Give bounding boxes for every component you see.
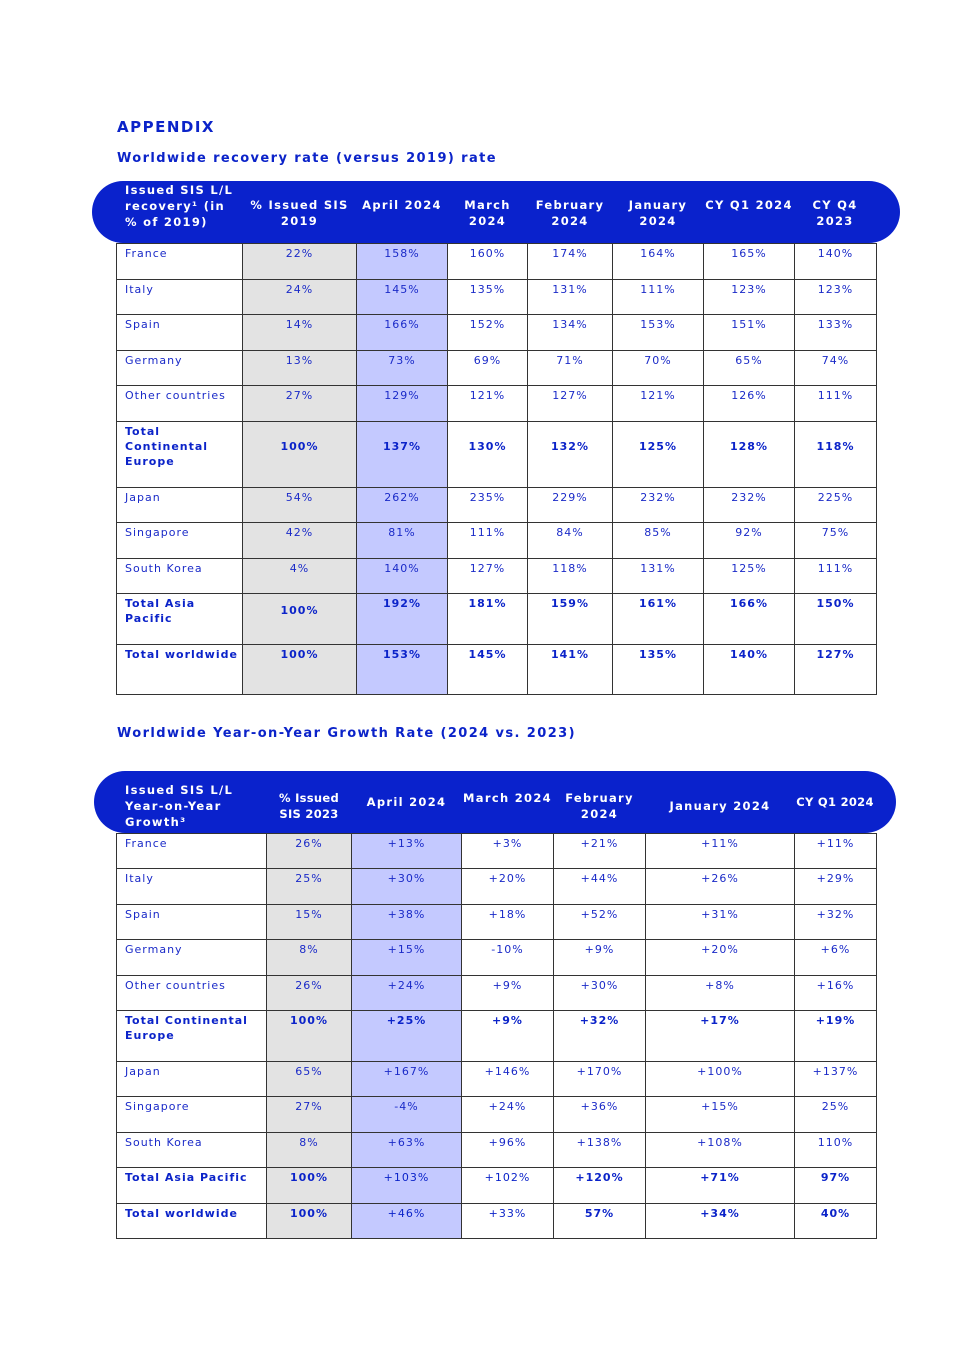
table-cell: +33% (462, 1204, 554, 1239)
table-row (117, 351, 877, 386)
table-row (117, 1062, 877, 1097)
recovery-table (116, 243, 877, 695)
table-cell: +29% (795, 869, 877, 905)
table-cell: 111% (795, 386, 877, 422)
table-cell: 27% (243, 386, 357, 422)
table-cell: 125% (704, 559, 795, 594)
table-cell: 141% (528, 645, 613, 695)
table-cell: 22% (243, 244, 357, 280)
table-cell: +13% (352, 834, 462, 869)
table-cell: +36% (554, 1097, 646, 1133)
table-cell: +120% (554, 1168, 646, 1204)
table-cell: 71% (528, 351, 613, 386)
row-label: France (117, 834, 267, 869)
table-cell: 92% (704, 523, 795, 559)
table-cell: 100% (243, 422, 357, 488)
row-label: Italy (117, 280, 243, 315)
table-row (117, 869, 877, 905)
table-cell: 25% (267, 869, 352, 905)
table-cell: 153% (613, 315, 704, 351)
table-cell: 100% (267, 1168, 352, 1204)
table-cell: +20% (462, 869, 554, 905)
table-cell: 15% (267, 905, 352, 940)
table-cell: +25% (352, 1011, 462, 1062)
table-cell: 165% (704, 244, 795, 280)
table-cell: 118% (795, 422, 877, 488)
table-cell: 125% (613, 422, 704, 488)
table-row (117, 386, 877, 422)
table-cell: +44% (554, 869, 646, 905)
table-cell: 153% (357, 645, 448, 695)
table-cell: +103% (352, 1168, 462, 1204)
recovery-header-share: % Issued SIS 2019 (250, 198, 349, 228)
table-cell: +38% (352, 905, 462, 940)
table-cell: 26% (267, 976, 352, 1011)
row-label: Total Asia Pacific (117, 594, 243, 645)
table-cell: 24% (243, 280, 357, 315)
table-row (117, 1204, 877, 1239)
table-cell: 13% (243, 351, 357, 386)
table-cell: 137% (357, 422, 448, 488)
table-cell: 130% (448, 422, 528, 488)
growth-header-april: April 2024 (366, 795, 447, 809)
table-cell: 26% (267, 834, 352, 869)
table-row (117, 315, 877, 351)
table-cell: +34% (646, 1204, 795, 1239)
row-label: Italy (117, 869, 267, 905)
table-cell: 152% (448, 315, 528, 351)
row-label: Spain (117, 905, 267, 940)
row-label: Germany (117, 351, 243, 386)
table-cell: +24% (462, 1097, 554, 1133)
table-cell: 100% (267, 1011, 352, 1062)
table-cell: +100% (646, 1062, 795, 1097)
table-cell: 161% (613, 594, 704, 645)
table-cell: +9% (462, 1011, 554, 1062)
row-label: Total Continental Europe (117, 422, 243, 488)
table-cell: 192% (357, 594, 448, 645)
table-cell: 25% (795, 1097, 877, 1133)
table-cell: 134% (528, 315, 613, 351)
table-cell: 127% (528, 386, 613, 422)
table-cell: 84% (528, 523, 613, 559)
table-cell: 164% (613, 244, 704, 280)
table-cell: 181% (448, 594, 528, 645)
table-cell: +137% (795, 1062, 877, 1097)
table-cell: 123% (795, 280, 877, 315)
table-cell: -4% (352, 1097, 462, 1133)
table-cell: +21% (554, 834, 646, 869)
table-cell: 150% (795, 594, 877, 645)
table-row (117, 905, 877, 940)
table-cell: -10% (462, 940, 554, 976)
table-cell: 232% (613, 488, 704, 523)
row-label: Total Continental Europe (117, 1011, 267, 1062)
growth-table (116, 833, 877, 1239)
table-cell: 166% (704, 594, 795, 645)
table-cell: 27% (267, 1097, 352, 1133)
table-cell: 121% (613, 386, 704, 422)
table-cell: 262% (357, 488, 448, 523)
table-cell: +9% (554, 940, 646, 976)
table-cell: 75% (795, 523, 877, 559)
table-cell: +138% (554, 1133, 646, 1168)
row-label: Japan (117, 488, 243, 523)
table-cell: +146% (462, 1062, 554, 1097)
table-row (117, 280, 877, 315)
table-cell: +15% (352, 940, 462, 976)
table-cell: +32% (554, 1011, 646, 1062)
row-label: Other countries (117, 386, 243, 422)
table-cell: +31% (646, 905, 795, 940)
table-cell: 158% (357, 244, 448, 280)
growth-header-march: March 2024 (463, 791, 552, 805)
table-cell: 225% (795, 488, 877, 523)
table-cell: +102% (462, 1168, 554, 1204)
table-cell: 140% (357, 559, 448, 594)
table-cell: 85% (613, 523, 704, 559)
table-cell: 111% (613, 280, 704, 315)
table-cell: 100% (267, 1204, 352, 1239)
table-cell: +16% (795, 976, 877, 1011)
table-cell: 145% (357, 280, 448, 315)
row-label: Total worldwide (117, 1204, 267, 1239)
table-cell: +8% (646, 976, 795, 1011)
table-cell: 65% (267, 1062, 352, 1097)
table-cell: 126% (704, 386, 795, 422)
row-label: Singapore (117, 1097, 267, 1133)
row-label: Spain (117, 315, 243, 351)
recovery-header-april: April 2024 (362, 198, 442, 212)
table-cell: 133% (795, 315, 877, 351)
table-cell: 127% (795, 645, 877, 695)
growth-header-label: Issued SIS L/L Year-on-Year Growth³ (125, 783, 234, 829)
table-cell: 131% (613, 559, 704, 594)
table-row (117, 422, 877, 488)
table-cell: 74% (795, 351, 877, 386)
table-cell: 4% (243, 559, 357, 594)
recovery-header-q1: CY Q1 2024 (705, 198, 793, 212)
table-cell: 8% (267, 940, 352, 976)
recovery-header-q4: CY Q4 2023 (812, 198, 858, 228)
table-cell: 69% (448, 351, 528, 386)
row-label: Germany (117, 940, 267, 976)
growth-header-share: % Issued SIS 2023 (278, 791, 340, 821)
recovery-header-label: Issued SIS L/L recovery¹ (in % of 2019) (125, 183, 234, 229)
table-cell: +63% (352, 1133, 462, 1168)
table-row (117, 940, 877, 976)
table-cell: 42% (243, 523, 357, 559)
table-cell: 100% (243, 594, 357, 645)
table-cell: 229% (528, 488, 613, 523)
table-cell: +26% (646, 869, 795, 905)
table-cell: +71% (646, 1168, 795, 1204)
table-cell: 127% (448, 559, 528, 594)
table-cell: 111% (795, 559, 877, 594)
recovery-header-january: January 2024 (628, 198, 688, 228)
table-cell: 160% (448, 244, 528, 280)
table-cell: +30% (352, 869, 462, 905)
growth-header-january: January 2024 (669, 799, 771, 813)
recovery-table-title: Worldwide recovery rate (versus 2019) rate (117, 151, 497, 166)
growth-table-title: Worldwide Year-on-Year Growth Rate (2024 vs. 2023) (117, 726, 576, 741)
table-cell: +24% (352, 976, 462, 1011)
table-cell: +108% (646, 1133, 795, 1168)
table-row (117, 645, 877, 695)
table-cell: +19% (795, 1011, 877, 1062)
row-label: France (117, 244, 243, 280)
table-cell: +18% (462, 905, 554, 940)
table-row (117, 1097, 877, 1133)
table-cell: +96% (462, 1133, 554, 1168)
table-row (117, 1011, 877, 1062)
row-label: Other countries (117, 976, 267, 1011)
table-cell: +46% (352, 1204, 462, 1239)
table-cell: +20% (646, 940, 795, 976)
table-cell: 100% (243, 645, 357, 695)
table-cell: 132% (528, 422, 613, 488)
table-cell: 121% (448, 386, 528, 422)
table-cell: 40% (795, 1204, 877, 1239)
table-cell: 129% (357, 386, 448, 422)
table-row (117, 488, 877, 523)
row-label: South Korea (117, 1133, 267, 1168)
table-cell: 118% (528, 559, 613, 594)
table-cell: +17% (646, 1011, 795, 1062)
table-cell: 135% (448, 280, 528, 315)
row-label: Total worldwide (117, 645, 243, 695)
growth-header-q1: CY Q1 2024 (796, 795, 874, 809)
table-cell: 81% (357, 523, 448, 559)
table-cell: 111% (448, 523, 528, 559)
table-cell: +11% (795, 834, 877, 869)
row-label: South Korea (117, 559, 243, 594)
table-cell: 123% (704, 280, 795, 315)
table-cell: 140% (704, 645, 795, 695)
table-cell: 174% (528, 244, 613, 280)
table-cell: 131% (528, 280, 613, 315)
table-row (117, 244, 877, 280)
table-row (117, 976, 877, 1011)
table-cell: 8% (267, 1133, 352, 1168)
table-cell: 166% (357, 315, 448, 351)
recovery-header-february: February 2024 (535, 198, 605, 228)
table-cell: 159% (528, 594, 613, 645)
table-cell: 73% (357, 351, 448, 386)
table-cell: 65% (704, 351, 795, 386)
table-cell: 70% (613, 351, 704, 386)
appendix-heading: APPENDIX (117, 118, 215, 136)
table-cell: 145% (448, 645, 528, 695)
table-cell: +32% (795, 905, 877, 940)
table-row (117, 1168, 877, 1204)
table-row (117, 1133, 877, 1168)
table-cell: +170% (554, 1062, 646, 1097)
row-label: Singapore (117, 523, 243, 559)
row-label: Total Asia Pacific (117, 1168, 267, 1204)
table-cell: 54% (243, 488, 357, 523)
table-cell: +52% (554, 905, 646, 940)
table-cell: 135% (613, 645, 704, 695)
table-cell: 57% (554, 1204, 646, 1239)
table-row (117, 559, 877, 594)
growth-header-february: February 2024 (565, 791, 634, 821)
table-cell: 235% (448, 488, 528, 523)
table-cell: 140% (795, 244, 877, 280)
table-row (117, 523, 877, 559)
table-cell: +6% (795, 940, 877, 976)
recovery-header-march: March 2024 (464, 198, 511, 228)
table-cell: 110% (795, 1133, 877, 1168)
table-cell: 128% (704, 422, 795, 488)
table-cell: 97% (795, 1168, 877, 1204)
table-cell: +167% (352, 1062, 462, 1097)
table-row (117, 834, 877, 869)
table-cell: +11% (646, 834, 795, 869)
table-cell: 232% (704, 488, 795, 523)
table-cell: 14% (243, 315, 357, 351)
table-cell: +30% (554, 976, 646, 1011)
table-cell: 151% (704, 315, 795, 351)
table-row (117, 594, 877, 645)
table-cell: +3% (462, 834, 554, 869)
table-cell: +9% (462, 976, 554, 1011)
table-cell: +15% (646, 1097, 795, 1133)
row-label: Japan (117, 1062, 267, 1097)
